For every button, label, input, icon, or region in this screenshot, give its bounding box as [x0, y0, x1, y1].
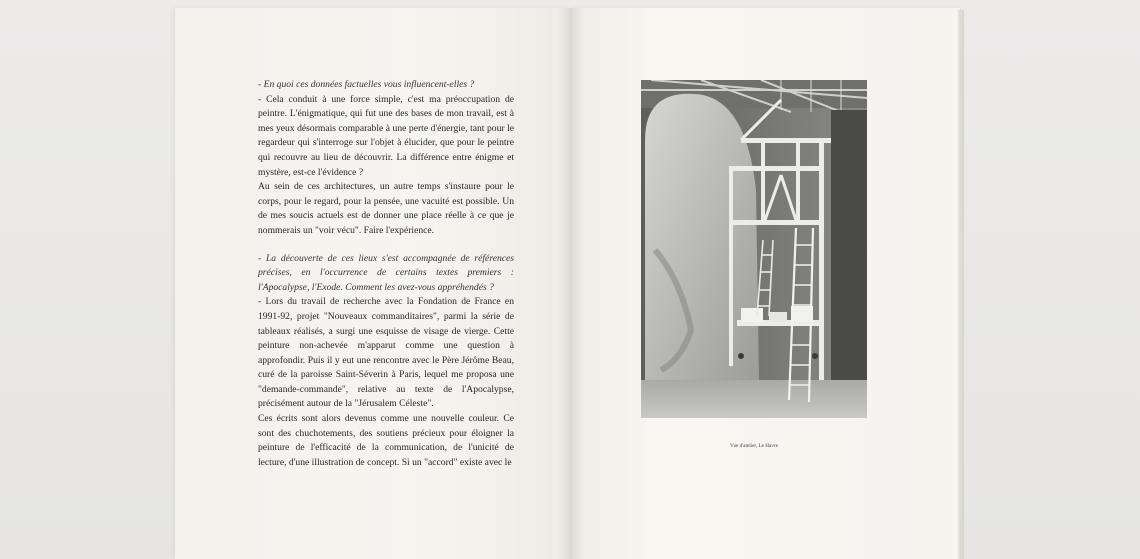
paragraph-gap: [258, 239, 514, 252]
photo-caption: Vue d'atelier, Le Havre: [730, 443, 778, 449]
page-edge: [958, 10, 964, 559]
left-page-text: [258, 78, 514, 470]
studio-photo: [641, 80, 867, 418]
interview-answer: Au sein de ces architectures, un autre temps s'instaure pour le corps, pour le regard, pour la pensée, une vacuité est possible. Un de mes soucis actuels est de donner une place réelle à ce que je nommerais un "voir vécu". Faire l'expérience.: [258, 181, 514, 236]
interview-answer: Ces écrits sont alors devenus comme une nouvelle couleur. Ce sont des chuchotements, des soutiens précieux pour éloigner la peinture de l'efficacité de la communication, de l'unicité de lecture, d'une illustration de concept. Si un "accord" existe avec le: [258, 413, 514, 468]
interview-question: - La découverte de ces lieux s'est accompagnée de références précises, en l'occurrence de certains textes premiers : l'Apocalypse, l'Exode. Comment les avez-vous appréhendés ?: [258, 252, 514, 293]
interview-answer: - Lors du travail de recherche avec la Fondation de France en 1991-92, projet "Nouveaux commanditaires", parmi la série de tableaux réalisés, a surgi une esquisse de visage de vierge. Cette peinture non-achevée m'apparut comme une question à approfondir. Puis il y eut une rencontre avec le Père Jérôme Beau, curé de la paroisse Saint-Séverin à Paris, lequel me proposa une "demande-commande", relative au texte de l'Apocalypse, précisément autour de la "Jérusalem Céleste".: [258, 296, 514, 410]
studio-photo-drawing: [641, 80, 867, 418]
interview-question: - En quoi ces données factuelles vous influencent-elles ?: [258, 79, 475, 90]
interview-answer: - Cela conduit à une force simple, c'est ma préoccupation de peintre. L'énigmatique, qui fut une des bases de mon travail, est à mes yeux désormais comparable à une perte d'énergie, tant pour le regardeur qui s'interroge sur l'objet à élucider, que pour le peintre qui recouvre au lieu de découvrir. La différence entre énigme et mystère, est-ce l'évidence ?: [258, 93, 514, 178]
